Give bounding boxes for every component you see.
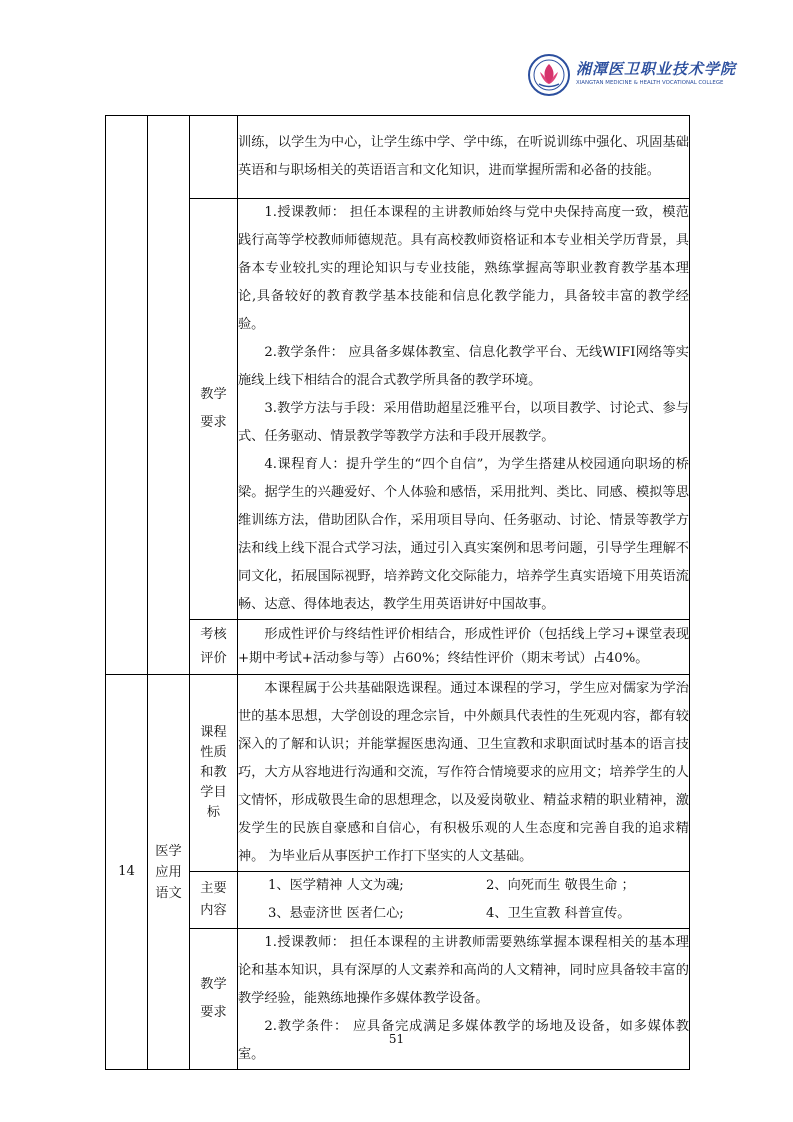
table-row: [106, 620, 690, 675]
table-row: [106, 929, 690, 1070]
content-item: 3、悬壶济世 医者仁心;: [268, 906, 404, 921]
page-number: 51: [388, 1032, 405, 1046]
content-row: [238, 900, 689, 928]
main-content-label: 主要内容: [200, 881, 227, 918]
teaching-requirements-label: 教学要求: [200, 977, 227, 1020]
row-label: [190, 620, 238, 675]
assessment-label: 考核评价: [200, 627, 227, 666]
row-content: [238, 620, 690, 675]
teaching-requirements-label: 教学要求: [200, 387, 227, 430]
college-name-cn: 湘潭医卫职业技术学院: [576, 60, 737, 78]
requirement-paragraph: 3.教学方法与手段：采用借助超星泛雅平台，以项目教学、讨论式、参与式、任务驱动、情景教学等教学方法和手段开展教学。: [238, 401, 689, 444]
table-row: [106, 199, 690, 620]
content-item: 2、向死而生 敬畏生命 ；: [486, 878, 635, 893]
row-label: [190, 675, 238, 872]
table-row: [106, 116, 690, 199]
row-content: [238, 675, 690, 872]
course-number-cell: 14: [106, 675, 148, 1070]
continued-paragraph: 训练，以学生为中心，让学生练中学、学中练，在听说训练中强化、巩固基础英语和与职场相关的英语语言和文化知识，进而掌握所需和必备的技能。: [238, 135, 689, 178]
row-label: [190, 929, 238, 1070]
college-name-en: XIANGTAN MEDICINE & HEALTH VOCATIONAL COLLEGE: [576, 80, 724, 86]
requirement-paragraph: 1.授课教师： 担任本课程的主讲教师始终与党中央保持高度一致，模范践行高等学校教师师德规范。具有高校教师资格证和本专业相关学历背景，具备本专业较扎实的理论知识与专业技能，熟练掌握高等职业教育教学基本理论,具备较好的教育教学基本技能和信息化教学能力，具备较丰富的教学经验。: [238, 205, 689, 332]
college-logo: [528, 54, 758, 98]
content-row: [238, 872, 689, 900]
row-content: [238, 929, 690, 1070]
requirement-paragraph: 2.教学条件： 应具备完成满足多媒体教学的场地及设备，如多媒体教室。: [238, 1019, 689, 1062]
requirement-paragraph: 1.授课教师： 担任本课程的主讲教师需要熟练掌握本课程相关的基本理论和基本知识，具有深厚的人文素养和高尚的人文精神，同时应具备较丰富的教学经验，能熟练地操作多媒体教学设备。: [238, 935, 689, 1006]
college-emblem-icon: [528, 54, 570, 96]
course-nature-text: 本课程属于公共基础限选课程。通过本课程的学习，学生应对儒家为学治世的基本思想，大学创设的理念宗旨，中外颇具代表性的生死观内容，都有较深入的了解和认识；并能掌握医患沟通、卫生宣教和求职面试时基本的语言技巧，大方从容地进行沟通和交流，写作符合情境要求的应用文；培养学生的人文情怀，形成敬畏生命的思想理念，以及爱岗敬业、精益求精的职业精神，激发学生的民族自豪感和自信心，有积极乐观的人生态度和完善自我的追求精神。 为毕业后从事医护工作打下坚实的人文基础。: [238, 681, 689, 864]
course-number-cell: [106, 116, 148, 675]
assessment-text: 形成性评价与终结性评价相结合，形成性评价（包括线上学习+课堂表现+期中考试+活动参与等）占60%；终结性评价（期末考试）占40%。: [238, 627, 689, 666]
content-item: 4、卫生宣教 科普宣传。: [486, 906, 631, 921]
row-content: [238, 199, 690, 620]
table-row: [106, 872, 690, 929]
course-name: 医学应用语文: [155, 843, 182, 901]
row-content: [238, 116, 690, 199]
row-content: [238, 872, 690, 929]
row-label: [190, 199, 238, 620]
course-table: [105, 115, 690, 1070]
course-name-cell: [148, 675, 190, 1070]
row-label: [190, 872, 238, 929]
requirement-paragraph: 4.课程育人：提升学生的“四个自信”，为学生搭建从校园通向职场的桥梁。据学生的兴趣爱好、个人体验和感悟，采用批判、类比、同感、模拟等思维训练方法，借助团队合作，采用项目导向、任务驱动、讨论、情景等教学方法和线上线下混合式学习法，通过引入真实案例和思考问题，引导学生理解不同文化，拓展国际视野，培养跨文化交际能力，培养学生真实语境下用英语流畅、达意、得体地表达，教学生用英语讲好中国故事。: [238, 457, 689, 612]
requirement-paragraph: 2.教学条件： 应具备多媒体教室、信息化教学平台、无线WIFI网络等实施线上线下相结合的混合式教学所具备的教学环境。: [238, 345, 689, 388]
course-name-cell: [148, 116, 190, 675]
content-item: 1、医学精神 人文为魂;: [268, 878, 404, 893]
row-label: [190, 116, 238, 199]
course-nature-label: 课程性质和教学目标: [200, 725, 227, 820]
table-row: [106, 675, 690, 872]
